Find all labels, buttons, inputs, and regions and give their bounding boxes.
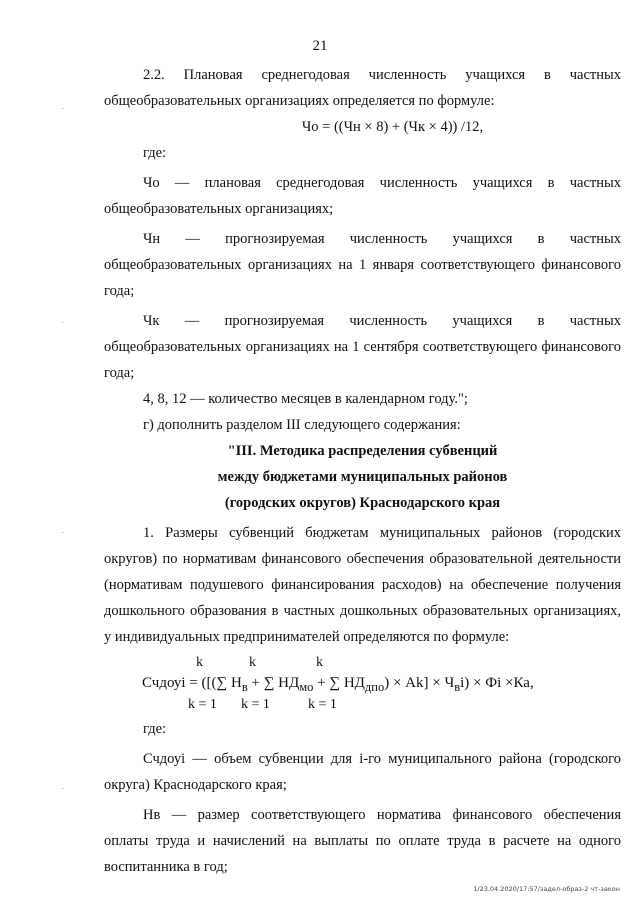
- add-section-note: г) дополнить разделом III следующего содержания:: [143, 417, 461, 433]
- definition-nv: Нв — размер соответствующего норматива финансового обеспечения оплаты труда и начислений на выплаты по оплате труда в расчете на одного воспитанника в год;: [104, 807, 621, 875]
- paragraph-2-2: 2.2. Плановая среднегодовая численность учащихся в частных общеобразовательных организациях определяется по формуле:: [104, 67, 621, 109]
- page-number: 21: [312, 38, 328, 54]
- sum-lower-limit-2: k = 1: [241, 697, 270, 712]
- paragraph-1-sizes: 1. Размеры субвенций бюджетам муниципальных районов (городских округов) по нормативам финансового обеспечения образовательной деятельности (нормативам подушевого финансирования расходов) на обеспечение получения дошкольного образования в частных дошкольных образовательных организациях, у индивидуальных предпринимателей определяются по формуле:: [104, 525, 621, 645]
- sum-lower-limit-1: k = 1: [188, 697, 217, 712]
- definition-schdo: Счдоуі — объем субвенции для і-го муниципального района (городского округа) Краснодарского края;: [104, 751, 621, 793]
- where-label-2: где:: [143, 721, 167, 737]
- sum-upper-limit-2: k: [249, 655, 256, 670]
- sum-upper-limit-3: k: [316, 655, 323, 670]
- scan-speck: [62, 108, 63, 109]
- section-title-line-2: между бюджетами муниципальных районов: [217, 469, 508, 485]
- formula-subvention: [104, 650, 621, 716]
- scan-speck: [62, 788, 63, 789]
- scan-speck: [62, 322, 63, 323]
- definition-cho: Чо — плановая среднегодовая численность учащихся в частных общеобразовательных организациях;: [104, 175, 621, 217]
- where-label-1: где:: [143, 145, 167, 161]
- section-title-line-3: (городских округов) Краснодарского края: [224, 495, 501, 511]
- formula-cho: Чо = ((Чн × 8) + (Чк × 4)) /12,: [301, 119, 484, 135]
- document-body: [104, 62, 621, 880]
- sum-upper-limit-1: k: [196, 655, 203, 670]
- section-title-line-1: "III. Методика распределения субвенций: [227, 443, 498, 459]
- scan-speck: [62, 532, 63, 533]
- months-note: 4, 8, 12 — количество месяцев в календарном году.";: [143, 391, 468, 407]
- footer-document-code: 1/23.04.2020/17:57/задел-образ-2 чт-закон: [473, 885, 620, 893]
- definition-chn: Чн — прогнозируемая численность учащихся в частных общеобразовательных организациях на 1 января соответствующего финансового года;: [104, 231, 621, 299]
- sum-lower-limit-3: k = 1: [308, 697, 337, 712]
- definition-chk: Чк — прогнозируемая численность учащихся в частных общеобразовательных организациях на 1 сентября соответствующего финансового года;: [104, 313, 621, 381]
- formula-main-line: Счдоуі = ([(∑ $Н_в$ + ∑ $НД_{мо}$ + ∑ $НД_{дпо}) \times Аk] \times Ч_ві$) × Фі ×Ка,: [142, 675, 534, 694]
